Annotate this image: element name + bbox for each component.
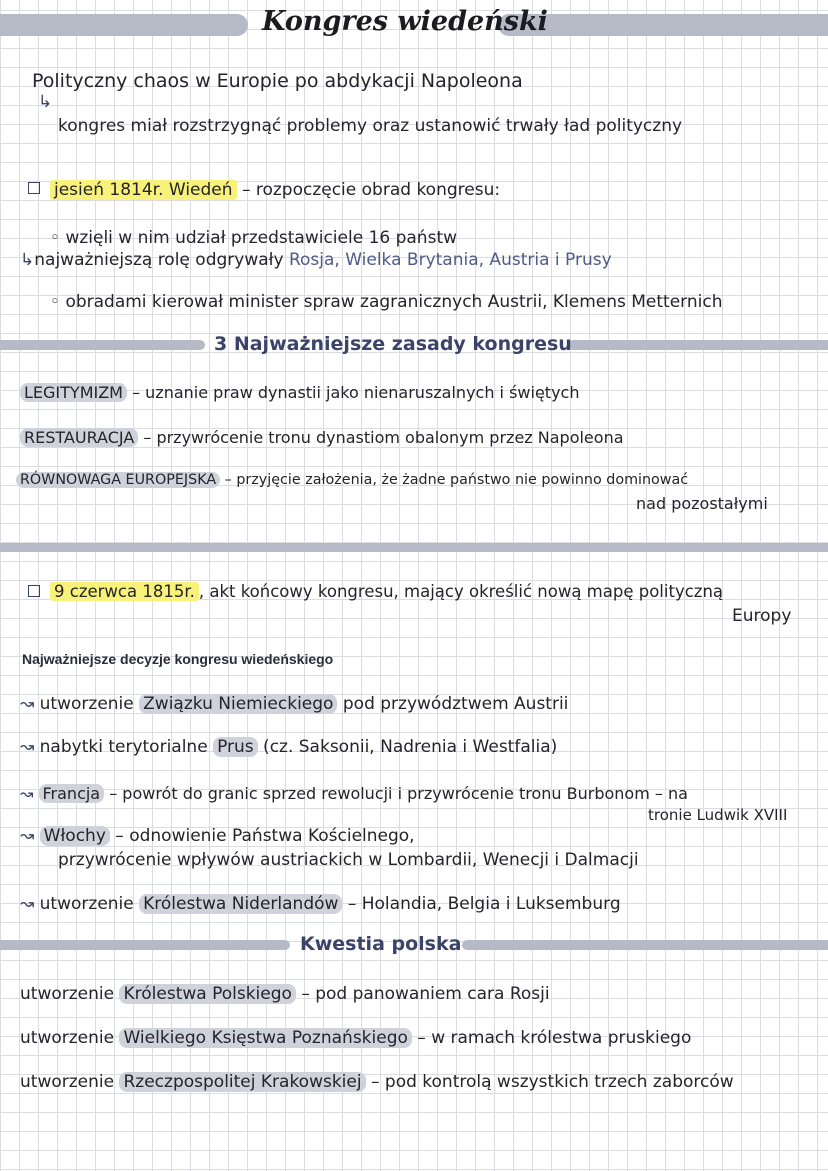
intro-line-1: Polityczny chaos w Europie po abdykacji Napoleona	[32, 70, 523, 92]
principle-3: RÓWNOWAGA EUROPEJSKA – przyjęcie założenia, że żadne państwo nie powinno dominować	[16, 472, 688, 488]
decision-5: ↝ utworzenie Królestwa Niderlandów – Holandia, Belgia i Luksemburg	[20, 894, 621, 914]
checkbox-icon	[28, 182, 40, 194]
section2-line: 9 czerwca 1815r. , akt końcowy kongresu, mający określić nową mapę polityczną	[28, 582, 723, 601]
intro-arrow-icon: ↳	[38, 92, 53, 112]
section1-bullet-2: ◦ obradami kierował minister spraw zagranicznych Austrii, Klemens Metternich	[50, 292, 723, 312]
page-title: Kongres wiedeński	[262, 6, 548, 37]
heading-principles: 3 Najważniejsze zasady kongresu	[214, 333, 572, 355]
bullet-icon: ◦	[50, 292, 66, 312]
title-bar-left	[0, 14, 248, 36]
heading1-bar-right	[568, 340, 828, 350]
squiggle-arrow-icon: ↝	[20, 694, 35, 714]
section1-line	[28, 180, 500, 200]
squiggle-arrow-icon: ↝	[20, 737, 35, 757]
heading1-bar-left	[0, 340, 205, 350]
section1-states: Rosja, Wielka Brytania, Austria i Prusy	[288, 250, 612, 270]
checkbox-icon	[28, 585, 40, 597]
heading-polish-question: Kwestia polska	[300, 933, 462, 955]
heading2-bar-right	[462, 940, 828, 950]
divider-bar	[0, 543, 828, 552]
decision-4: ↝ Włochy – odnowienie Państwa Kościelnego,	[20, 826, 415, 846]
section1-rest: – rozpoczęcie obrad kongresu:	[236, 180, 501, 200]
decision-3: ↝ Francja – powrót do granic sprzed rewolucji i przywrócenie tronu Burbonom – na	[20, 784, 688, 803]
decision-1: ↝ utworzenie Związku Niemieckiego pod przywództwem Austrii	[20, 694, 569, 714]
bullet-icon: ◦	[50, 228, 66, 248]
arrow-icon: ↳	[20, 250, 35, 270]
decision-3-cont: tronie Ludwik XVIII	[648, 806, 788, 824]
decision-2: ↝ nabytki terytorialne Prus (cz. Saksonii, Nadrenia i Westfalia)	[20, 737, 558, 757]
polish-item-2: utworzenie Wielkiego Księstwa Poznańskiego – w ramach królestwa pruskiego	[20, 1028, 692, 1048]
heading2-bar-left	[0, 940, 290, 950]
principle-3-cont: nad pozostałymi	[636, 494, 768, 513]
section2-date: 9 czerwca 1815r.	[50, 582, 199, 601]
squiggle-arrow-icon: ↝	[20, 894, 35, 914]
squiggle-arrow-icon: ↝	[20, 784, 34, 803]
decisions-heading: Najważniejsze decyzje kongresu wiedeńskiego	[22, 651, 334, 667]
section1-bullet-1: ◦ wzięli w nim udział przedstawiciele 16 państw	[50, 228, 458, 248]
section1-line-2: ↳najważniejszą rolę odgrywały Rosja, Wielka Brytania, Austria i Prusy	[20, 250, 612, 270]
section2-cont: Europy	[732, 606, 792, 626]
principle-2: RESTAURACJA – przywrócenie tronu dynastiom obalonym przez Napoleona	[20, 428, 624, 447]
decision-4-cont: przywrócenie wpływów austriackich w Lombardii, Wenecji i Dalmacji	[58, 850, 639, 870]
squiggle-arrow-icon: ↝	[20, 826, 35, 846]
polish-item-1: utworzenie Królestwa Polskiego – pod panowaniem cara Rosji	[20, 984, 550, 1004]
principle-1: LEGITYMIZM – uznanie praw dynastii jako nienaruszalnych i świętych	[20, 383, 579, 402]
polish-item-3: utworzenie Rzeczpospolitej Krakowskiej – pod kontrolą wszystkich trzech zaborców	[20, 1072, 734, 1092]
intro-line-2: kongres miał rozstrzygnąć problemy oraz ustanowić trwały ład polityczny	[58, 116, 683, 136]
section1-date: jesień 1814r. Wiedeń	[50, 180, 237, 200]
